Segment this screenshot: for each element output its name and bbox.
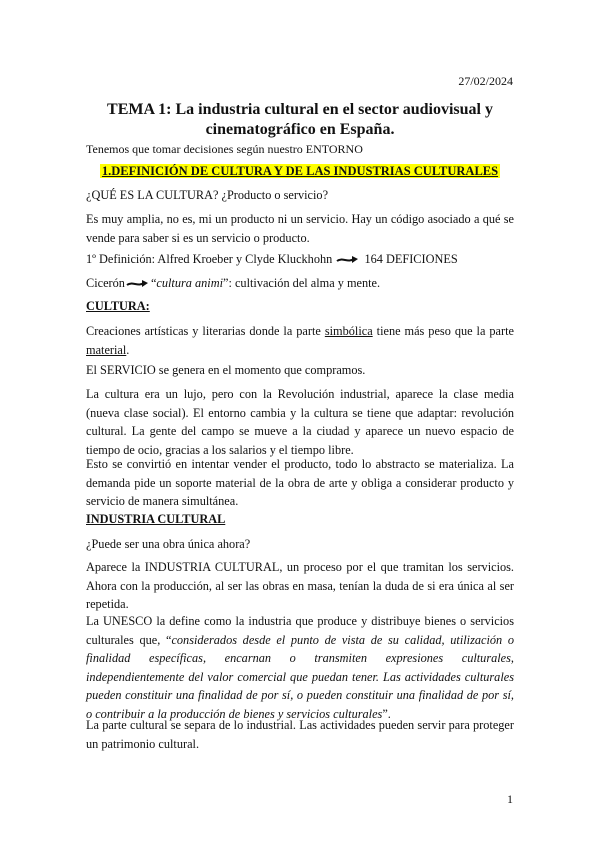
unesco-quote: considerados desde el punto de vista de su calidad, utilización o finalidad específicas, encarnan o transmiten expresiones culturales, independientemente del valor comercial que puedan tener. Las actividades culturales pueden constituir una finalidad de por sí, o pueden constituir una finalidad de por sí, o contribuir a la producción de bienes y servicios culturales bbox=[86, 632, 514, 721]
ciceron-name: Cicerón bbox=[86, 276, 125, 290]
highlighted-heading: 1.DEFINICIÓN DE CULTURA Y DE LAS INDUSTRIAS CULTURALES bbox=[101, 164, 499, 178]
underlined-simbolica: simbólica bbox=[324, 324, 373, 338]
paragraph-revolucion: La cultura era un lujo, pero con la Revolución industrial, aparece la clase media (nueva clase social). El entorno cambia y la cultura se tiene que adaptar: revolución cultural. La gente del campo se mueve a la ciudad y aparece un nuevo espacio de tiempo de ocio, gracias a los salarios y el tiempo libre. bbox=[86, 387, 514, 457]
paragraph-patrimonio: La parte cultural se separa de lo industrial. Las actividades pueden servir para proteger un patrimonio cultural. bbox=[86, 718, 514, 751]
definition-suffix: 164 DEFICIONES bbox=[364, 252, 458, 266]
intro-text: Tenemos que tomar decisiones según nuestro ENTORNO bbox=[86, 142, 363, 156]
title-line-1: TEMA 1: La industria cultural en el sector audiovisual y bbox=[107, 101, 493, 118]
paragraph-creaciones bbox=[86, 322, 514, 359]
para2-text-1: Creaciones artísticas y literarias donde la parte bbox=[86, 324, 325, 338]
cultura-heading: CULTURA: bbox=[86, 299, 150, 313]
arrow-right-icon bbox=[126, 279, 150, 289]
ciceron-quote-open: “ bbox=[150, 276, 157, 290]
ciceron-line bbox=[86, 274, 514, 293]
paragraph-unesco bbox=[86, 612, 514, 723]
ciceron-rest: ”: cultivación del alma y mente. bbox=[223, 276, 381, 290]
industria-heading: INDUSTRIA CULTURAL bbox=[86, 512, 226, 526]
document-title bbox=[86, 100, 514, 140]
paragraph-materializa: Esto se convirtió en intentar vender el producto, todo lo abstracto se materializa. La demanda pide un soporte material de la obra de arte y obliga a considerar producto y servicio de manera simultánea. bbox=[86, 457, 514, 508]
unesco-text-2: ”. bbox=[382, 706, 391, 721]
paragraph-industria: Aparece la INDUSTRIA CULTURAL, un proceso por el que tramitan los servicios. Ahora con la producción, al ser las obras en masa, tenían la duda de si era única al ser repetida. bbox=[86, 560, 514, 611]
question-obra-unica: ¿Puede ser una obra única ahora? bbox=[86, 537, 251, 551]
definition-prefix: 1º Definición: Alfred Kroeber y Clyde Kluckhohn bbox=[86, 252, 333, 266]
title-line-2: cinematográfico en España. bbox=[205, 121, 395, 138]
underlined-material: material bbox=[86, 342, 127, 357]
page-number: 1 bbox=[507, 792, 513, 806]
paragraph-servicio: El SERVICIO se genera en el momento que compramos. bbox=[86, 363, 366, 377]
ciceron-quote: cultura animi bbox=[156, 276, 224, 290]
para2-text-3: . bbox=[126, 342, 130, 357]
arrow-right-icon bbox=[336, 255, 360, 265]
document-date: 27/02/2024 bbox=[458, 74, 513, 88]
definition-line bbox=[86, 250, 514, 269]
unesco-text-1: La UNESCO la define como la industria que produce y distribuye bienes o servicios culturales que, “ bbox=[86, 614, 514, 647]
paragraph-amplia: Es muy amplia, no es, mi un producto ni un servicio. Hay un código asociado a qué se vende para saber si es un servicio o producto. bbox=[86, 212, 514, 245]
section-heading bbox=[86, 162, 514, 181]
question-cultura: ¿QUÉ ES LA CULTURA? ¿Producto o servicio? bbox=[86, 188, 329, 202]
para2-text-2: tiene más peso que la parte bbox=[372, 324, 514, 338]
